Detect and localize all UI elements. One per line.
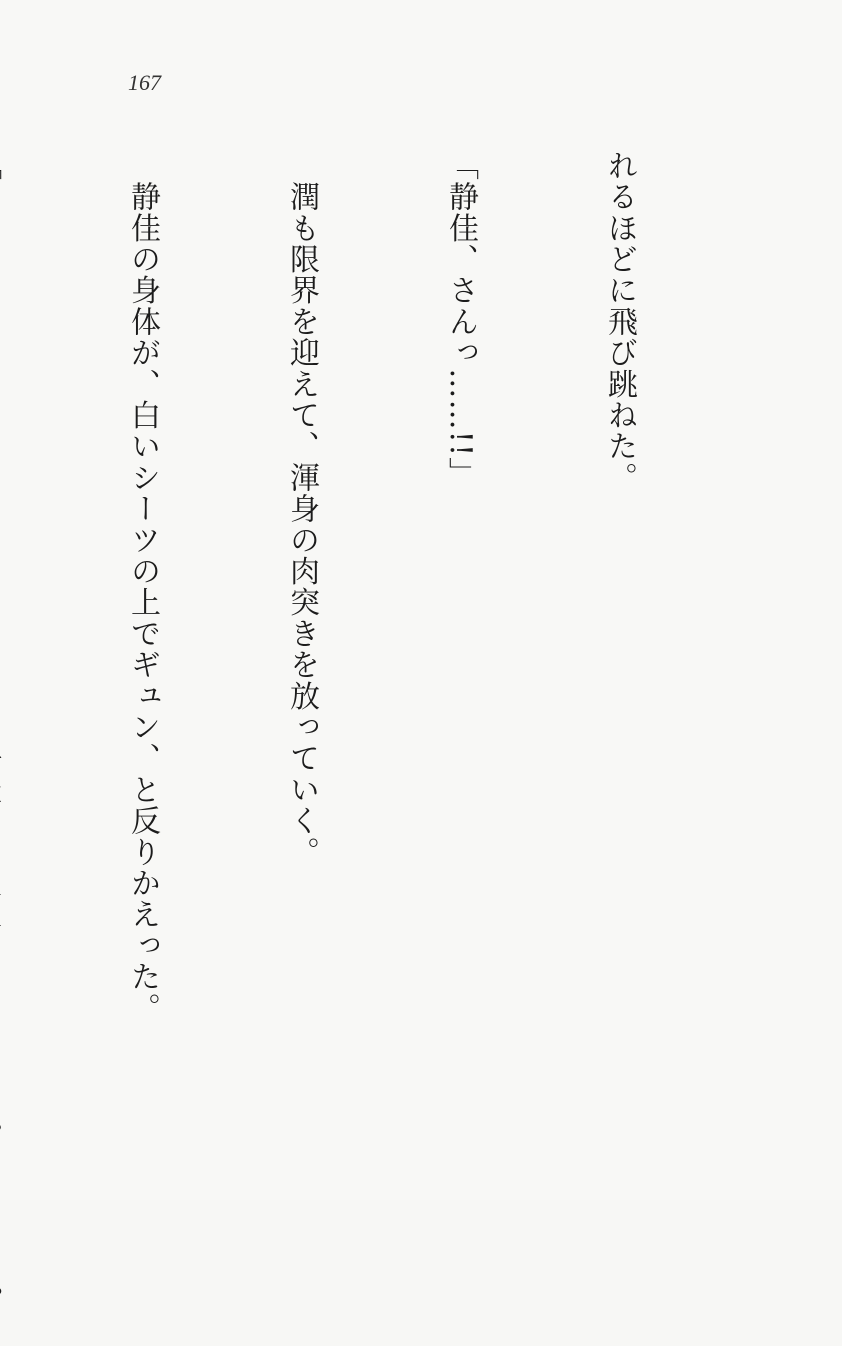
text-line: 静佳の身体が、白いシーツの上でギュン、と反りかえった。 bbox=[125, 150, 160, 1024]
vertical-text-body bbox=[72, 150, 752, 1120]
text-line: れるほどに飛び跳ねた。 bbox=[602, 150, 637, 494]
text-line: 「静佳、さんっ……!!」 bbox=[443, 150, 478, 489]
page-number: 167 bbox=[128, 70, 161, 95]
text-line bbox=[0, 150, 10, 1120]
text-line: 潤も限界を迎えて、渾身の肉突きを放っていく。 bbox=[284, 150, 319, 868]
